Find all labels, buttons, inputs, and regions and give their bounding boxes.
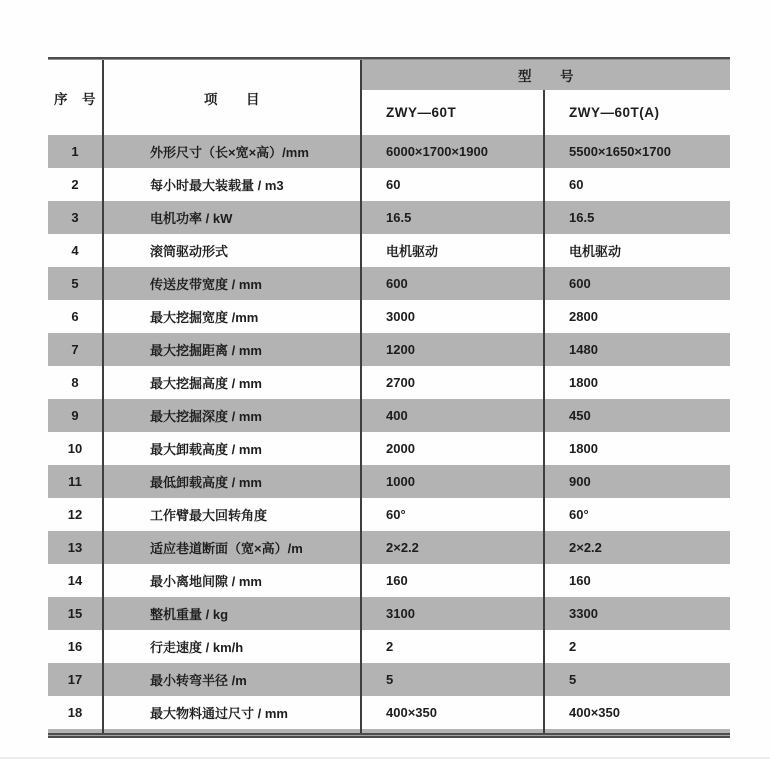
table-row [48,630,730,663]
serial-column-header: 序 号 [48,60,104,135]
row-value-zwy60ta: 60° [569,507,589,522]
row-value-zwy60t: 6000×1700×1900 [362,135,545,168]
row-serial: 14 [48,564,104,597]
row-serial: 4 [48,234,104,267]
table-row [48,432,730,465]
row-value-zwy60ta: 400×350 [569,705,620,720]
row-value-zwy60ta: 1800 [569,375,598,390]
row-serial: 10 [48,432,104,465]
row-item-label: 最大挖掘宽度 /mm [104,300,362,333]
row-value-zwy60t: 2 [362,630,545,663]
row-value-zwy60ta: 60 [569,177,584,192]
row-value-zwy60ta: 1480 [569,342,598,357]
row-value-zwy60ta: 600 [569,276,591,291]
item-column-header: 项 目 [104,60,362,135]
model-header-zwy60ta: ZWY—60T(A) [569,105,660,120]
table-row [48,234,730,267]
row-item-label: 最大挖掘深度 / mm [104,399,362,432]
row-value-zwy60t: 2700 [362,366,545,399]
row-item-label: 最大物料通过尺寸 / mm [104,696,362,729]
model-group-header: 型 号 [362,60,730,90]
row-serial: 15 [48,597,104,630]
row-serial: 12 [48,498,104,531]
row-item-label: 每小时最大装载量 / m3 [104,168,362,201]
row-serial: 2 [48,168,104,201]
row-value-zwy60ta: 450 [569,408,591,423]
row-item-label: 工作臂最大回转角度 [104,498,362,531]
row-value-zwy60t: 400×350 [362,696,545,729]
table-row [48,333,730,366]
row-item-label: 最大挖掘距离 / mm [104,333,362,366]
table-body [48,135,730,729]
row-serial: 13 [48,531,104,564]
table-row [48,465,730,498]
bottom-strip-cell [362,729,545,733]
row-value-zwy60t: 3000 [362,300,545,333]
row-serial: 17 [48,663,104,696]
row-value-zwy60ta: 5500×1650×1700 [569,144,671,159]
row-serial: 16 [48,630,104,663]
row-item-label: 适应巷道断面（宽×高）/m [104,531,362,564]
row-value-zwy60t: 电机驱动 [362,234,545,267]
table-row [48,201,730,234]
row-value-zwy60ta: 160 [569,573,591,588]
row-value-zwy60t: 2×2.2 [362,531,545,564]
table-row [48,564,730,597]
row-item-label: 传送皮带宽度 / mm [104,267,362,300]
row-value-zwy60t: 600 [362,267,545,300]
bottom-strip-cell [48,729,104,733]
row-item-label: 最小离地间隙 / mm [104,564,362,597]
row-value-zwy60ta: 5 [569,672,577,687]
table-bottom-rule-2 [48,736,730,738]
row-value-zwy60t: 5 [362,663,545,696]
row-item-label: 最小转弯半径 /m [104,663,362,696]
row-item-label: 最大卸载高度 / mm [104,432,362,465]
bottom-strip-cell [545,729,730,733]
table-row [48,135,730,168]
row-serial: 9 [48,399,104,432]
row-item-label: 滚筒驱动形式 [104,234,362,267]
table-row [48,399,730,432]
page-bottom-edge [0,757,770,759]
row-value-zwy60ta: 电机驱动 [569,244,622,259]
table-bottom-strip [48,729,730,733]
row-serial: 7 [48,333,104,366]
model-header-zwy60t: ZWY—60T [362,90,545,135]
row-value-zwy60t: 60 [362,168,545,201]
spec-table [48,57,730,738]
table-row [48,696,730,729]
row-item-label: 外形尺寸（长×宽×高）/mm [104,135,362,168]
row-serial: 18 [48,696,104,729]
row-serial: 11 [48,465,104,498]
row-value-zwy60t: 1200 [362,333,545,366]
row-value-zwy60ta: 16.5 [569,210,595,225]
table-row [48,300,730,333]
row-value-zwy60t: 16.5 [362,201,545,234]
table-row [48,663,730,696]
row-item-label: 行走速度 / km/h [104,630,362,663]
row-serial: 3 [48,201,104,234]
row-value-zwy60t: 2000 [362,432,545,465]
row-serial: 8 [48,366,104,399]
table-header [48,60,730,135]
row-value-zwy60ta: 2 [569,639,577,654]
table-row [48,267,730,300]
row-serial: 1 [48,135,104,168]
row-value-zwy60t: 400 [362,399,545,432]
table-row [48,366,730,399]
row-item-label: 整机重量 / kg [104,597,362,630]
table-row [48,531,730,564]
row-value-zwy60t: 60° [362,498,545,531]
row-serial: 6 [48,300,104,333]
row-serial: 5 [48,267,104,300]
row-value-zwy60ta: 1800 [569,441,598,456]
row-value-zwy60ta: 3300 [569,606,598,621]
row-value-zwy60ta: 2×2.2 [569,540,602,555]
row-value-zwy60t: 160 [362,564,545,597]
bottom-strip-cell [104,729,362,733]
row-value-zwy60t: 1000 [362,465,545,498]
row-item-label: 最大挖掘高度 / mm [104,366,362,399]
table-row [48,168,730,201]
table-row [48,498,730,531]
row-item-label: 最低卸载高度 / mm [104,465,362,498]
row-value-zwy60ta: 2800 [569,309,598,324]
row-value-zwy60t: 3100 [362,597,545,630]
row-item-label: 电机功率 / kW [104,201,362,234]
row-value-zwy60ta: 900 [569,474,591,489]
table-row [48,597,730,630]
